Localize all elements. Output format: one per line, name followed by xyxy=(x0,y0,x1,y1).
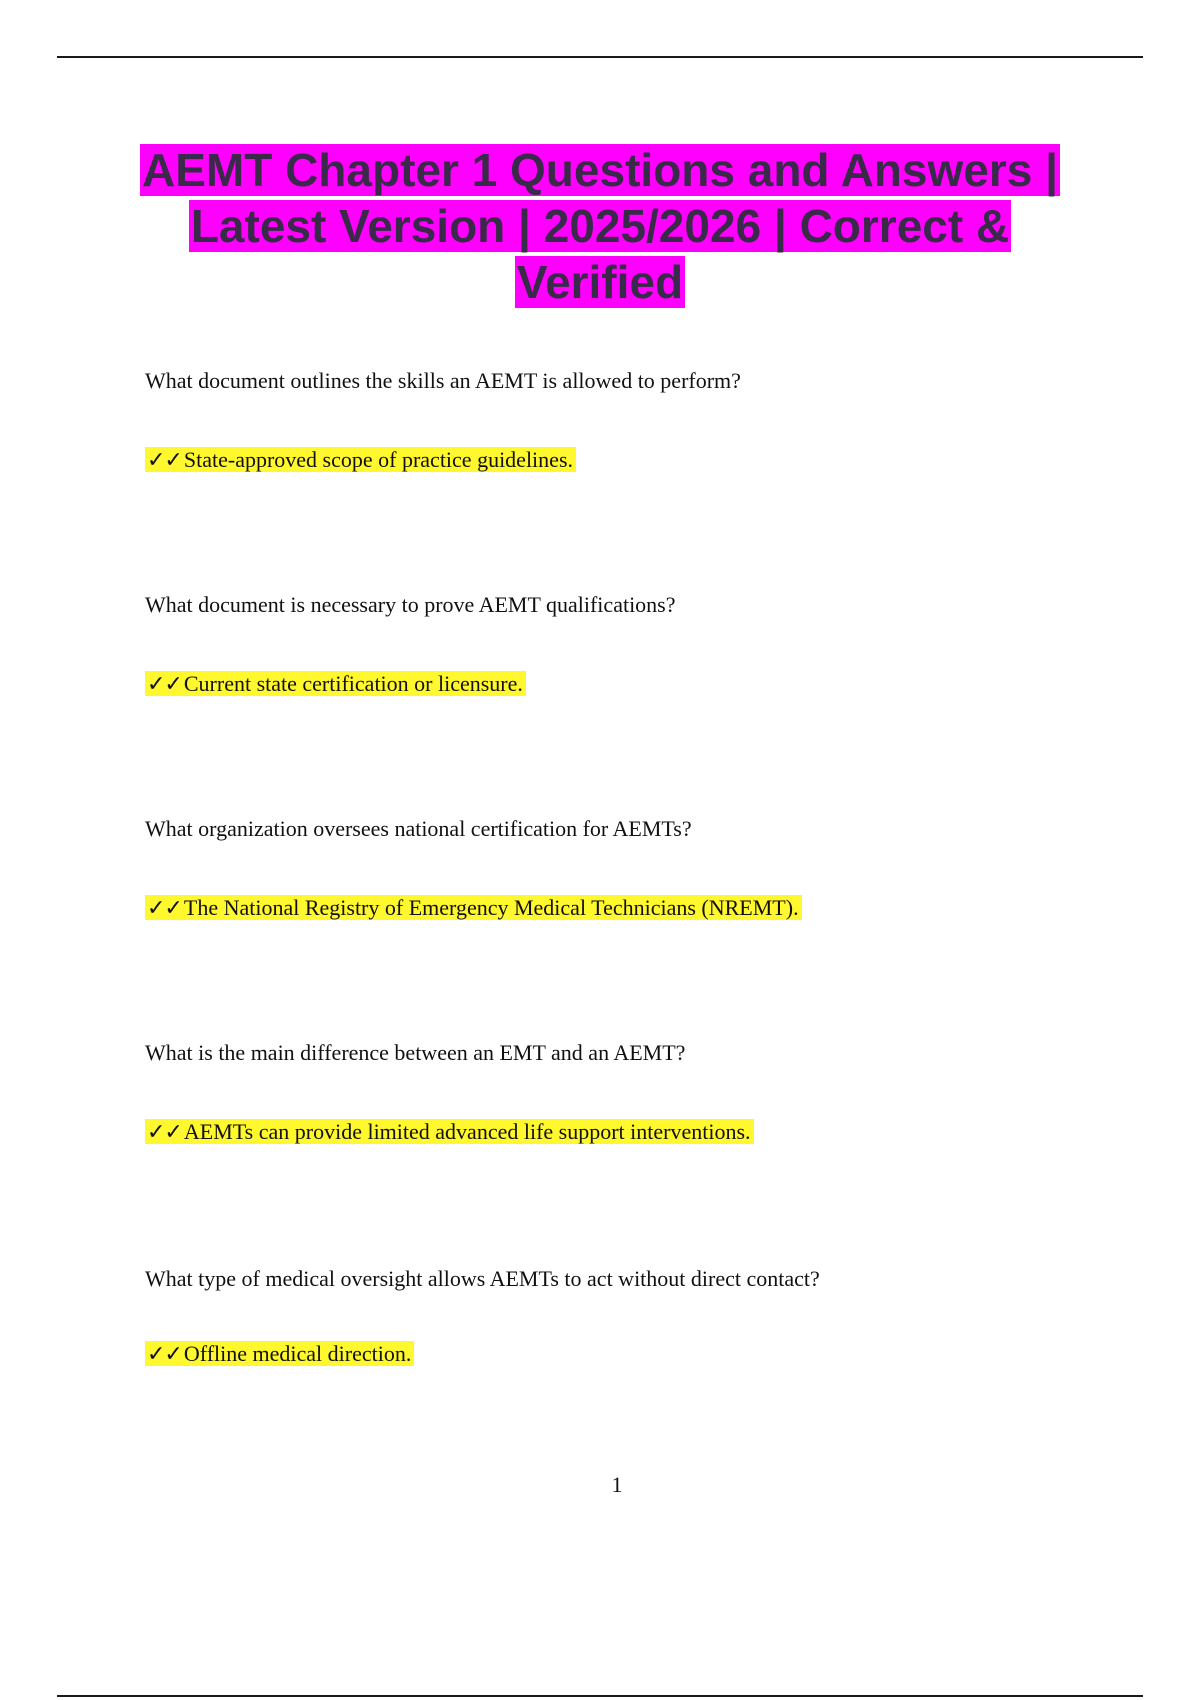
answer-highlight xyxy=(145,671,526,696)
answer-highlight xyxy=(145,1341,414,1366)
answer-line xyxy=(145,1337,414,1372)
double-check-icon: ✓✓ xyxy=(147,896,182,921)
answer-line xyxy=(145,891,802,926)
double-check-icon: ✓✓ xyxy=(147,448,182,473)
answer-line xyxy=(145,443,576,478)
qa-item-4 xyxy=(145,1039,1145,1145)
qa-item-2 xyxy=(145,591,1145,697)
question-text: What document outlines the skills an AEMT is allowed to perform? xyxy=(145,368,741,393)
title-highlight: AEMT Chapter 1 Questions and Answers | Latest Version | 2025/2026 | Correct & Verified xyxy=(141,144,1058,308)
question-text: What type of medical oversight allows AEMTs to act without direct contact? xyxy=(145,1266,820,1291)
question-text: What document is necessary to prove AEMT qualifications? xyxy=(145,592,676,617)
double-check-icon: ✓✓ xyxy=(147,1120,182,1145)
double-check-icon: ✓✓ xyxy=(147,1342,182,1367)
answer-line xyxy=(145,667,526,702)
answer-text: Current state certification or licensure. xyxy=(183,671,523,696)
qa-item-5 xyxy=(145,1265,1145,1367)
bottom-rule xyxy=(57,1695,1143,1697)
answer-text: The National Registry of Emergency Medical Technicians (NREMT). xyxy=(183,895,799,920)
answer-highlight xyxy=(145,447,576,472)
answer-highlight xyxy=(145,1119,754,1144)
answer-text: Offline medical direction. xyxy=(183,1341,412,1366)
qa-item-3 xyxy=(145,815,1145,921)
question-text: What organization oversees national certification for AEMTs? xyxy=(145,816,692,841)
document-title xyxy=(100,142,1100,310)
question-text: What is the main difference between an EMT and an AEMT? xyxy=(145,1040,686,1065)
double-check-icon: ✓✓ xyxy=(147,672,182,697)
answer-highlight xyxy=(145,895,802,920)
qa-item-1 xyxy=(145,367,1145,473)
answer-line xyxy=(145,1115,754,1150)
answer-text: State-approved scope of practice guidelines. xyxy=(183,447,573,472)
page-number: 1 xyxy=(611,1472,623,1497)
answer-text: AEMTs can provide limited advanced life support interventions. xyxy=(183,1119,751,1144)
top-rule xyxy=(57,56,1143,58)
